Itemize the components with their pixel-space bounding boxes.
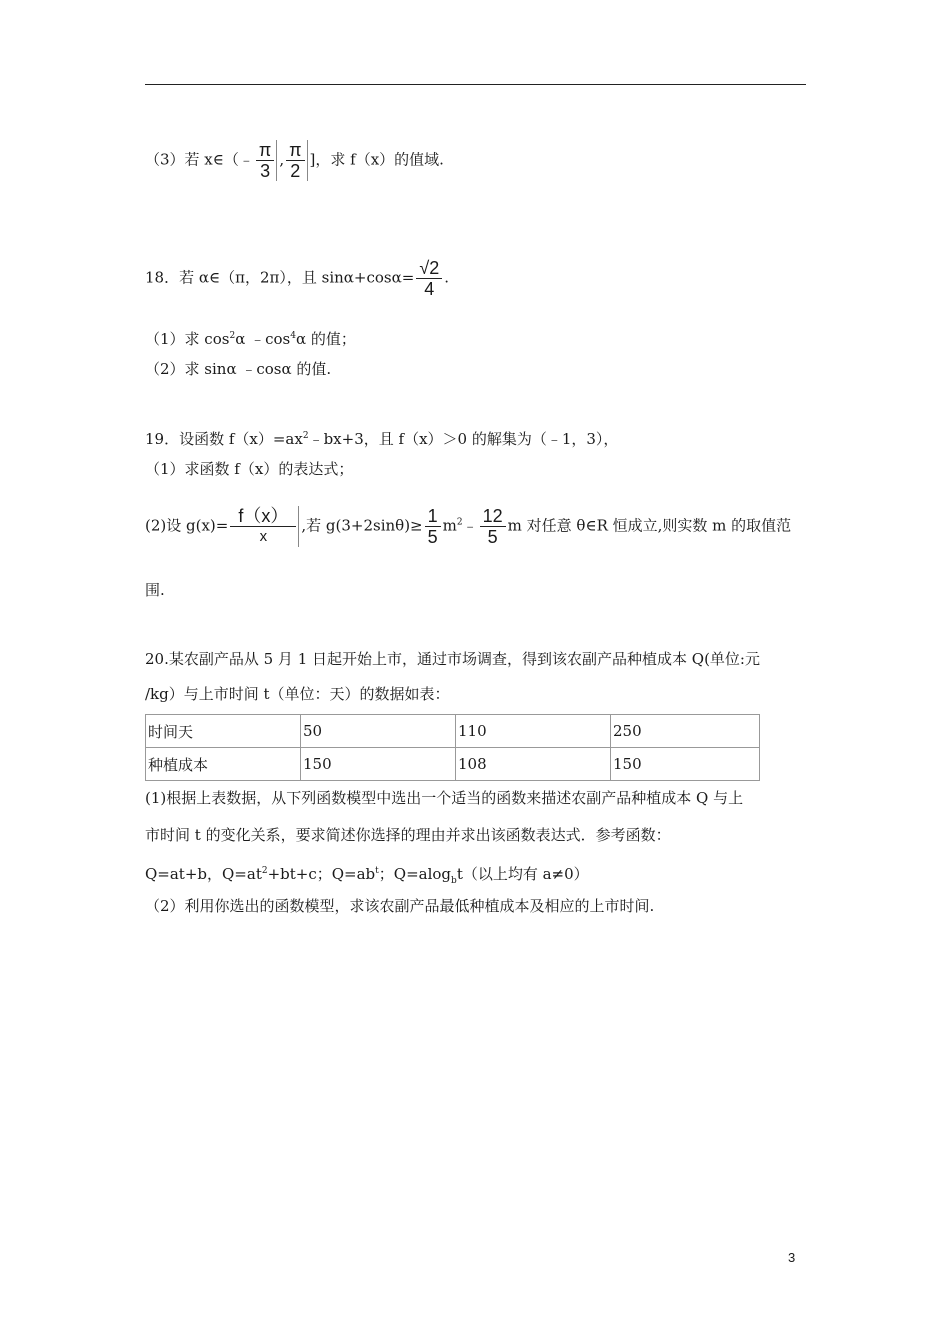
fraction-sqrt2-over-4 [416, 258, 442, 299]
numerator: π [256, 140, 274, 161]
superscript: 2 [302, 431, 309, 441]
data-table [145, 714, 760, 781]
text: ；Q=alog [378, 865, 452, 883]
subscript: b [451, 876, 457, 886]
text: ,若 g(3+2sinθ)≥ [301, 516, 423, 535]
text: m [442, 516, 457, 535]
text: α ﹣cos [235, 330, 291, 348]
numerator: 1 [425, 506, 441, 527]
numerator: 12 [480, 506, 506, 527]
fraction-1-over-5 [425, 506, 441, 547]
denominator: x [259, 528, 268, 545]
text: +bt+c；Q=ab [267, 865, 376, 883]
q19-part2-cont: 围. [145, 581, 165, 599]
q19-part2 [145, 506, 791, 547]
text: 19．设函数 f（x）=ax [145, 430, 303, 448]
q19-part1: （1）求函数 f（x）的表达式； [145, 460, 354, 478]
table-cell: 110 [456, 715, 611, 748]
table-cell: 种植成本 [146, 748, 301, 781]
denominator: 5 [487, 527, 498, 547]
q20-stem-line2: /kg）与上市时间 t（单位：天）的数据如表： [145, 685, 450, 703]
text: （3）若 x∈（﹣ [145, 150, 254, 169]
table-row [146, 715, 760, 748]
superscript: 2 [456, 517, 463, 528]
q20-stem-line1: 20.某农副产品从 5 月 1 日起开始上市，通过市场调查，得到该农副产品种植成本 Q(单位:元 [145, 650, 760, 668]
text: Q=at+b，Q=at [145, 865, 262, 883]
text: m 对任意 θ∈R 恒成立,则实数 m 的取值范 [507, 516, 792, 535]
text: （1）求 cos [145, 330, 230, 348]
numerator: f（x） [230, 506, 296, 527]
denominator: 2 [290, 161, 301, 181]
q20-part1-line1: (1)根据上表数据，从下列函数模型中选出一个适当的函数来描述农副产品种植成本 Q 与上 [145, 789, 744, 807]
table-cell: 150 [301, 748, 456, 781]
text: 18．若 α∈（π，2π），且 sinα+cosα= [145, 268, 415, 287]
q20-part2: （2）利用你选出的函数模型，求该农副产品最低种植成本及相应的上市时间. [145, 897, 655, 915]
text: , [279, 150, 285, 169]
text: . [444, 268, 449, 287]
denominator: 3 [260, 161, 271, 181]
superscript: t [375, 866, 379, 876]
table-row [146, 748, 760, 781]
fraction-pi-over-2 [286, 140, 307, 181]
denominator: 5 [427, 527, 438, 547]
text: α 的值； [295, 330, 356, 348]
numerator: π [286, 140, 304, 161]
text: ﹣ [462, 516, 478, 535]
table-cell: 50 [301, 715, 456, 748]
q17-part3 [145, 140, 444, 181]
denominator: 4 [424, 279, 435, 299]
superscript: 2 [229, 331, 236, 341]
page-number: 3 [788, 1250, 796, 1265]
text: ﹣bx+3，且 f（x）＞0 的解集为（﹣1，3）， [308, 430, 619, 448]
table-cell: 时间天 [146, 715, 301, 748]
table-cell: 108 [456, 748, 611, 781]
fraction-pi-over-3 [256, 140, 277, 181]
table-cell: 250 [611, 715, 760, 748]
text: ]，求 f（x）的值域. [309, 150, 444, 169]
header-rule [145, 84, 806, 85]
superscript: 2 [261, 866, 268, 876]
q18-part1 [145, 326, 356, 349]
q18-part2: （2）求 sinα ﹣cosα 的值. [145, 360, 332, 378]
superscript: 4 [290, 331, 296, 341]
fraction-12-over-5 [480, 506, 506, 547]
numerator: √2 [416, 258, 442, 279]
q20-part1-line2: 市时间 t 的变化关系，要求简述你选择的理由并求出该函数表达式．参考函数： [145, 826, 671, 844]
q20-models [145, 861, 589, 891]
q19-stem [145, 426, 618, 449]
text: (2)设 g(x)= [145, 516, 229, 535]
table-cell: 150 [611, 748, 760, 781]
fraction-fx-over-x [230, 506, 299, 547]
text: t（以上均有 a≠0） [456, 865, 589, 883]
q18-stem [145, 258, 449, 299]
